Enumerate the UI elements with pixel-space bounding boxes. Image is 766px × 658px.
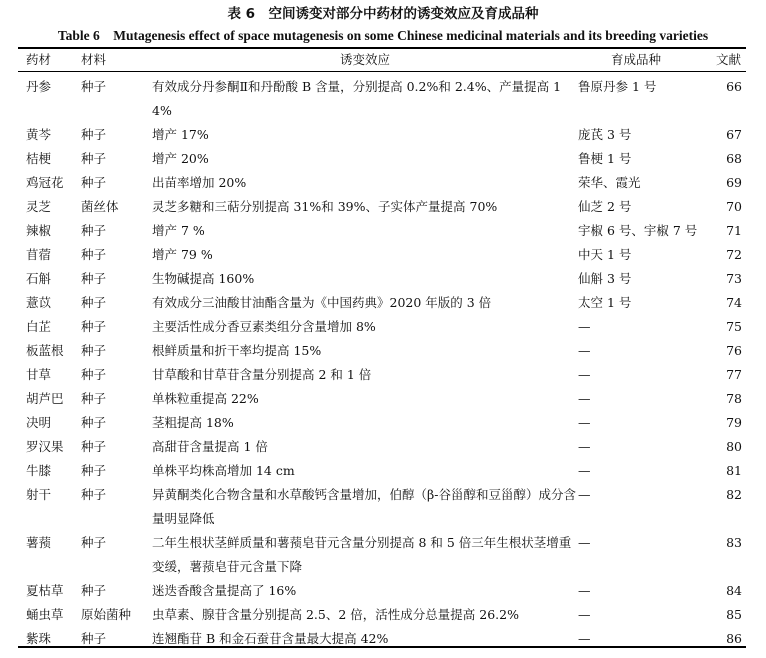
cell-variety: —: [578, 415, 591, 430]
cell-reference: 76: [726, 343, 742, 358]
cell-reference: 70: [726, 199, 742, 214]
cell-effect: 二年生根状茎鲜质量和薯蓣皂苷元含量分别提高 8 和 5 倍三年生根状茎增重变缓，薯蓣皂苷元含量下降: [152, 535, 572, 574]
header-herb: 药材: [26, 52, 52, 67]
cell-herb: 薯蓣: [26, 535, 52, 550]
cell-herb: 灵芝: [26, 199, 52, 214]
cell-variety: —: [578, 583, 591, 598]
cell-reference: 84: [726, 583, 742, 598]
cell-effect: 单株粒重提高 22%: [152, 391, 259, 406]
cell-reference: 85: [726, 607, 742, 622]
cell-reference: 81: [726, 463, 742, 478]
cell-effect: 增产 20%: [152, 151, 209, 166]
cell-variety: 鲁原丹参 1 号: [578, 79, 657, 94]
cell-variety: —: [578, 463, 591, 478]
table-row: [18, 339, 746, 363]
table-row: [18, 579, 746, 603]
table-row: [18, 147, 746, 171]
cell-material: 种子: [81, 439, 107, 454]
cell-effect: 高甜苷含量提高 1 倍: [152, 439, 268, 454]
cell-material: 原始菌种: [81, 607, 132, 622]
cell-variety: 仙芝 2 号: [578, 199, 632, 214]
table-row: [18, 363, 746, 387]
table-row: [18, 315, 746, 339]
cell-reference: 67: [726, 127, 742, 142]
cell-variety: —: [578, 631, 591, 646]
table-row: [18, 243, 746, 267]
table-row: [18, 291, 746, 315]
cell-material: 种子: [81, 151, 107, 166]
cell-variety: 鲁梗 1 号: [578, 151, 632, 166]
cell-herb: 白芷: [26, 319, 52, 334]
cell-effect: 主要活性成分香豆素类组分含量增加 8%: [152, 319, 376, 334]
header-effect: 诱变效应: [340, 52, 391, 67]
cell-effect: 灵芝多糖和三萜分别提高 31%和 39%、子实体产量提高 70%: [152, 199, 498, 214]
cell-herb: 甘草: [26, 367, 52, 382]
cell-reference: 68: [726, 151, 742, 166]
cell-variety: 宇椒 6 号、宇椒 7 号: [578, 223, 698, 238]
cell-reference: 74: [726, 295, 742, 310]
cell-effect: 甘草酸和甘草苷含量分别提高 2 和 1 倍: [152, 367, 372, 382]
table-header: [18, 49, 746, 71]
cell-material: 种子: [81, 343, 107, 358]
cell-material: 种子: [81, 391, 107, 406]
cell-material: 菌丝体: [81, 199, 119, 214]
cell-material: 种子: [81, 535, 107, 550]
cell-herb: 蛹虫草: [26, 607, 64, 622]
header-reference: 文献: [716, 52, 742, 67]
cell-reference: 72: [726, 247, 742, 262]
cell-material: 种子: [81, 175, 107, 190]
header-rule: [18, 71, 746, 72]
cell-effect: 生物碱提高 160%: [152, 271, 255, 286]
cell-effect: 连翘酯苷 B 和金石蚕苷含量最大提高 42%: [152, 631, 389, 646]
cell-material: 种子: [81, 583, 107, 598]
cell-variety: —: [578, 439, 591, 454]
cell-reference: 83: [726, 535, 742, 550]
cell-effect: 异黄酮类化合物含量和水草酸钙含量增加，伯醇（β-谷甾醇和豆甾醇）成分含量明显降低: [152, 487, 576, 526]
cell-variety: —: [578, 319, 591, 334]
cell-variety: —: [578, 367, 591, 382]
cell-variety: 中天 1 号: [578, 247, 632, 262]
table-row: [18, 387, 746, 411]
cell-variety: —: [578, 607, 591, 622]
cell-herb: 辣椒: [26, 223, 52, 238]
cell-herb: 夏枯草: [26, 583, 64, 598]
cell-reference: 66: [726, 79, 742, 94]
cell-variety: 庞芪 3 号: [578, 127, 632, 142]
cell-herb: 板蓝根: [26, 343, 64, 358]
cell-effect: 增产 7 %: [152, 223, 205, 238]
cell-material: 种子: [81, 367, 107, 382]
cell-effect: 有效成分丹参酮Ⅱ和丹酚酸 B 含量，分别提高 0.2%和 2.4%、产量提高 14%: [152, 79, 562, 118]
cell-herb: 决明: [26, 415, 52, 430]
cell-herb: 苜蓿: [26, 247, 52, 262]
cell-material: 种子: [81, 463, 107, 478]
table-row: [18, 459, 746, 483]
cell-effect: 茎粗提高 18%: [152, 415, 234, 430]
cell-herb: 石斛: [26, 271, 52, 286]
cell-effect: 增产 17%: [152, 127, 209, 142]
cell-variety: —: [578, 535, 591, 550]
table-row: [18, 435, 746, 459]
cell-herb: 牛膝: [26, 463, 52, 478]
cell-material: 种子: [81, 247, 107, 262]
cell-herb: 紫珠: [26, 631, 52, 646]
cell-effect: 有效成分三油酸甘油酯含量为《中国药典》2020 年版的 3 倍: [152, 295, 492, 310]
cell-variety: 太空 1 号: [578, 295, 632, 310]
cell-material: 种子: [81, 223, 107, 238]
cell-reference: 78: [726, 391, 742, 406]
cell-herb: 薏苡: [26, 295, 52, 310]
cell-effect: 增产 79 %: [152, 247, 213, 262]
cell-material: 种子: [81, 295, 107, 310]
cell-herb: 桔梗: [26, 151, 52, 166]
table-row: [18, 483, 746, 531]
table-row: [18, 171, 746, 195]
table-row: [18, 411, 746, 435]
cell-herb: 胡芦巴: [26, 391, 64, 406]
cell-variety: —: [578, 487, 591, 502]
cell-reference: 79: [726, 415, 742, 430]
table-caption-cn: 表 6 空间诱变对部分中药材的诱变效应及育成品种: [227, 6, 539, 22]
cell-variety: —: [578, 391, 591, 406]
cell-effect: 根鲜质量和折干率均提高 15%: [152, 343, 322, 358]
cell-material: 种子: [81, 271, 107, 286]
cell-variety: 荣华、霞光: [578, 175, 641, 190]
cell-variety: —: [578, 343, 591, 358]
table-row: [18, 219, 746, 243]
cell-effect: 单株平均株高增加 14 cm: [152, 463, 295, 478]
cell-reference: 80: [726, 439, 742, 454]
table-row: [18, 603, 746, 627]
cell-herb: 黄芩: [26, 127, 52, 142]
table-row: [18, 75, 746, 123]
cell-effect: 虫草素、腺苷含量分别提高 2.5、2 倍，活性成分总量提高 26.2%: [152, 607, 519, 622]
cell-material: 种子: [81, 415, 107, 430]
table-caption-en: Table 6 Mutagenesis effect of space mutagenesis on some Chinese medicinal materials and its breeding varieties: [57, 28, 709, 43]
header-variety: 育成品种: [611, 52, 662, 67]
table-row: [18, 123, 746, 147]
cell-material: 种子: [81, 631, 107, 646]
cell-material: 种子: [81, 319, 107, 334]
cell-material: 种子: [81, 127, 107, 142]
cell-reference: 69: [726, 175, 742, 190]
bottom-rule: [18, 646, 746, 648]
table-row: [18, 531, 746, 579]
cell-variety: 仙斛 3 号: [578, 271, 632, 286]
cell-material: 种子: [81, 79, 107, 94]
cell-reference: 77: [726, 367, 742, 382]
cell-reference: 73: [726, 271, 742, 286]
table-row: [18, 267, 746, 291]
table-row: [18, 195, 746, 219]
cell-effect: 迷迭香酸含量提高了 16%: [152, 583, 297, 598]
cell-reference: 71: [726, 223, 742, 238]
cell-effect: 出苗率增加 20%: [152, 175, 247, 190]
cell-material: 种子: [81, 487, 107, 502]
cell-reference: 82: [726, 487, 742, 502]
cell-herb: 罗汉果: [26, 439, 64, 454]
header-material: 材料: [81, 52, 107, 67]
cell-herb: 鸡冠花: [26, 175, 64, 190]
cell-reference: 86: [726, 631, 742, 646]
cell-reference: 75: [726, 319, 742, 334]
cell-herb: 丹参: [26, 79, 52, 94]
cell-herb: 射干: [26, 487, 52, 502]
